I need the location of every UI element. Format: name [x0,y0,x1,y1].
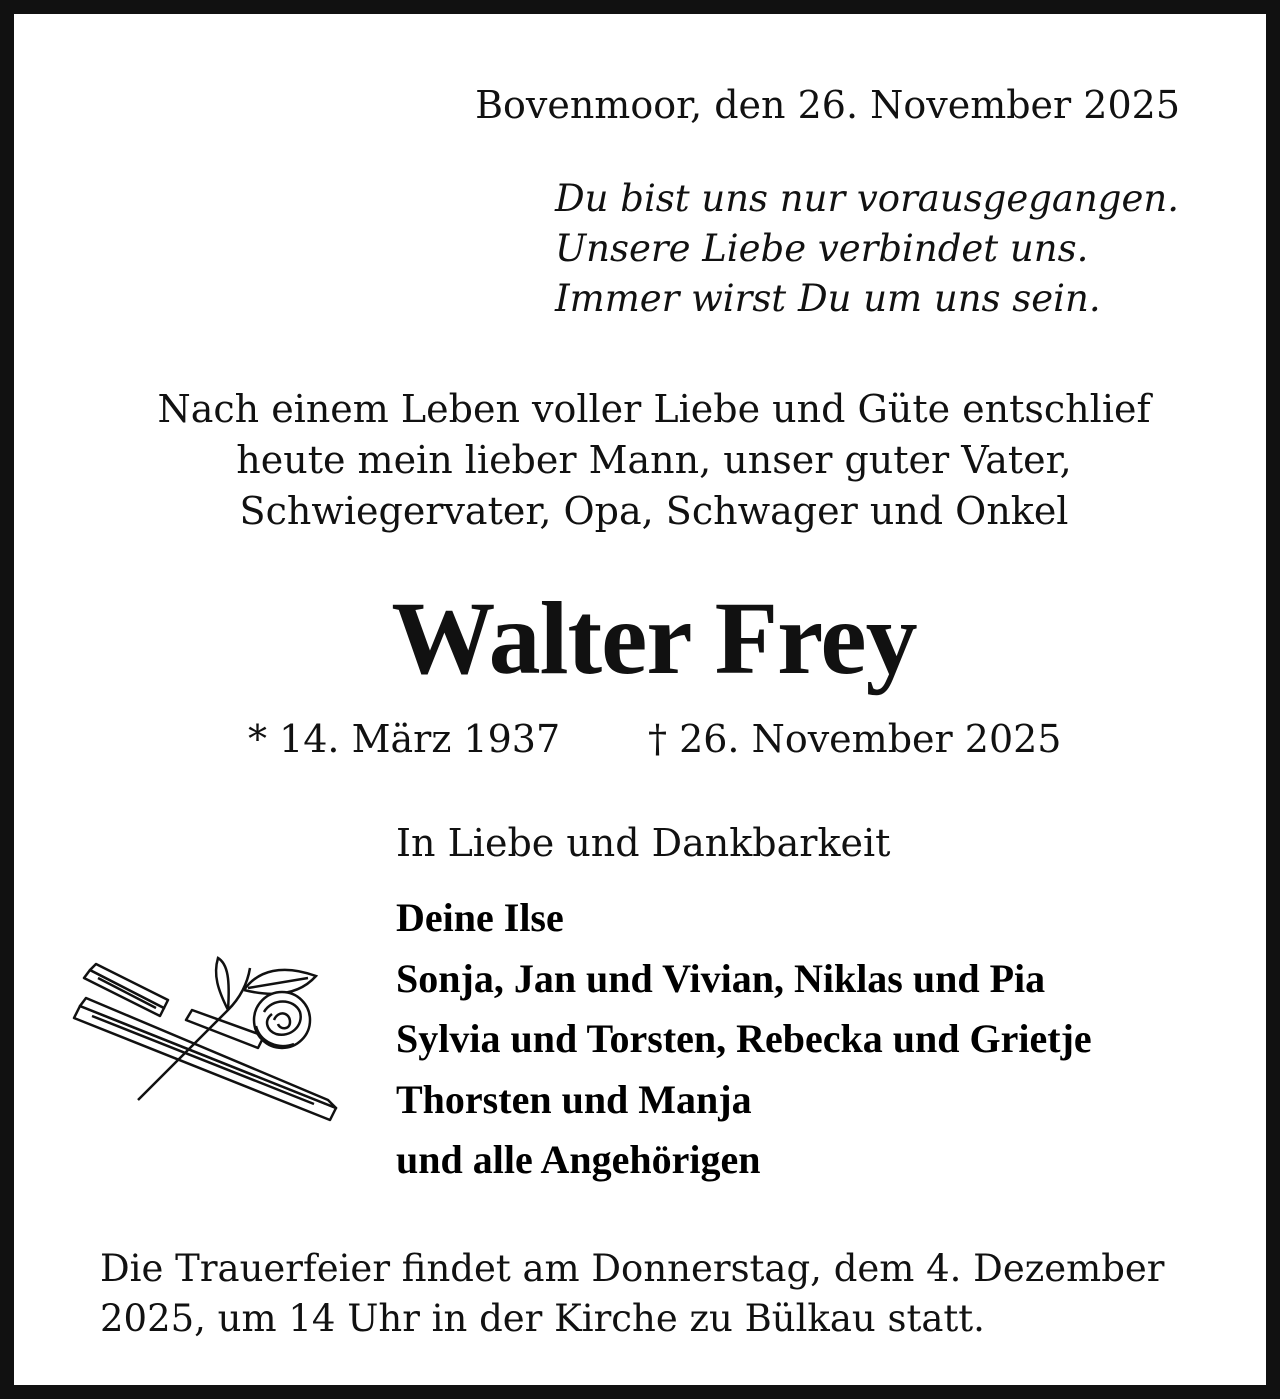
verse-line: Unsere Liebe verbindet uns. [555,227,1089,270]
funeral-info [100,1244,1165,1344]
death-date: † 26. November 2025 [648,717,1062,761]
deceased-name: Walter Frey [391,581,917,696]
intro-text [74,384,1234,537]
mourner-line: Sylvia und Torsten, Rebecka und Grietje [396,1016,1092,1061]
intro-line: heute mein lieber Mann, unser guter Vater, [236,438,1072,482]
place-and-date: Bovenmoor, den 26. November 2025 [475,83,1180,127]
intro-line: Schwiegervater, Opa, Schwager und Onkel [239,489,1069,533]
funeral-line: Die Trauerfeier findet am Donnerstag, dem 4. Dezember [100,1247,1165,1290]
verse-line: Du bist uns nur vorausgegangen. [555,177,1179,220]
mourner-line: Sonja, Jan und Vivian, Niklas und Pia [396,955,1046,1001]
intro-line: Nach einem Leben voller Liebe und Güte entschlief [157,387,1151,431]
funeral-line: 2025, um 14 Uhr in der Kirche zu Bülkau statt. [100,1297,985,1340]
closing-phrase: In Liebe und Dankbarkeit [396,821,891,865]
verse-line: Immer wirst Du um uns sein. [555,277,1101,320]
mourner-line: und alle Angehörigen [396,1137,761,1182]
cross-with-rose-icon [68,950,340,1134]
mourner-line: Thorsten und Manja [396,1076,752,1122]
birth-date: * 14. März 1937 [248,717,561,761]
mourner-line: Deine Ilse [396,895,564,940]
mourners-list [396,888,1092,1191]
memorial-verse [555,174,1179,324]
